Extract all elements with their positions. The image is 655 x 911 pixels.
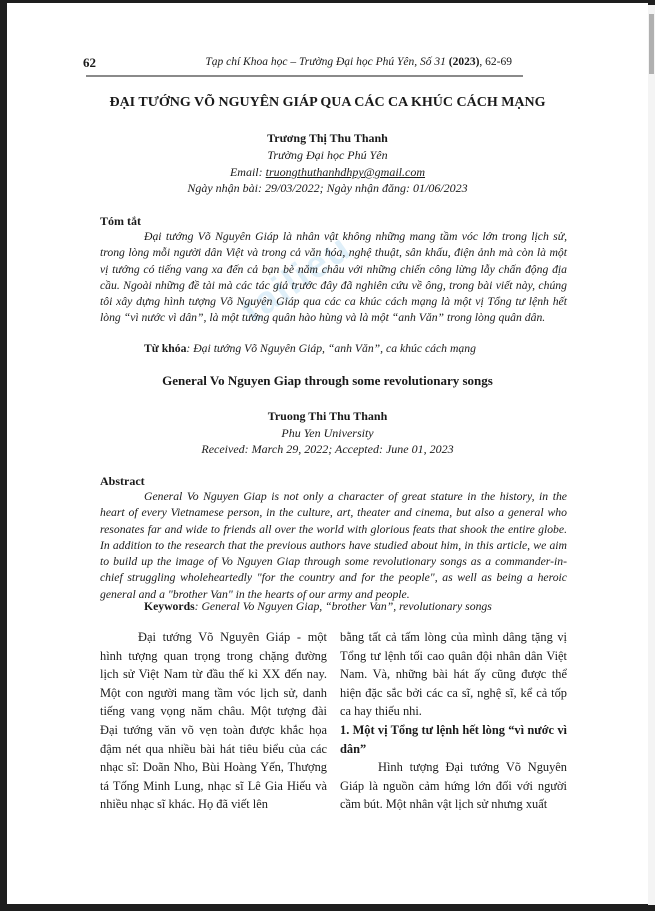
body-right-column	[340, 628, 567, 814]
keywords-vietnamese	[144, 342, 476, 355]
abstract-english-text: General Vo Nguyen Giap is not only a character of great stature in the history, in the heart of every Vietnamese person, in the culture, art, theater and cinema, but also a general who resonates far and wide to friends all over the world with glorious feats that shook the entire globe. In addition to the research that the previous authors have studied about him, in this article, we aim to build up the image of Vo Nguyen Giap through some revolutionary songs as a commander-in-chief struggling wholeheartedly "for the country and for the people", as well as being a heroic general and a "brother Van" in the hearts of our army and people.	[100, 490, 567, 601]
abstract-english	[100, 489, 567, 603]
email-line	[7, 165, 648, 180]
dates-vietnamese: Ngày nhận bài: 29/03/2022; Ngày nhận đăng: 01/06/2023	[187, 181, 468, 195]
keywords-label-english: Keywords	[144, 600, 195, 613]
abstract-vietnamese	[100, 229, 567, 327]
email-link[interactable]: truongthuthanhdhpy@gmail.com	[265, 165, 426, 179]
section-1-heading: 1. Một vị Tổng tư lệnh hết lòng “vì nước vì dân”	[340, 722, 567, 756]
affiliation-english: Phu Yen University	[281, 426, 374, 440]
title-english: General Vo Nguyen Giap through some revolutionary songs	[162, 373, 493, 388]
title-vietnamese: ĐẠI TƯỚNG VÕ NGUYÊN GIÁP QUA CÁC CA KHÚC CÁCH MẠNG	[109, 95, 546, 110]
journal-pages: , 62-69	[479, 56, 512, 68]
author-vietnamese: Trương Thị Thu Thanh	[267, 131, 388, 145]
journal-year: (2023)	[448, 56, 480, 68]
author-english: Truong Thi Thu Thanh	[267, 409, 388, 423]
page-content	[7, 3, 648, 904]
keywords-text-english: : General Vo Nguyen Giap, “brother Van”, revolutionary songs	[194, 600, 492, 613]
running-header	[79, 55, 512, 73]
page-number: 62	[83, 55, 96, 70]
journal-citation	[205, 56, 512, 68]
body-left-text: Đại tướng Võ Nguyên Giáp - một hình tượng quan trọng trong chặng đường lịch sử Việt Nam từ đầu thế kỉ XX đến nay. Một con người mang tầm vóc lịch sử, danh tiếng vang vọng năm châu. Một tượng đài Đại tướng văn võ vẹn toàn được khắc họa đậm nét qua nhiều bài hát tiêu biểu của các nhạc sĩ: Doãn Nho, Bùi Hoàng Yến, Thượng tá Tống Minh Lung, nhạc sĩ Lê Gia Hiếu và nhiều nhạc sĩ khác. Họ đã viết lên	[100, 630, 327, 812]
dates-english: Received: March 29, 2022; Accepted: June 01, 2023	[201, 442, 454, 456]
vertical-scrollbar[interactable]	[648, 5, 655, 905]
abstract-vietnamese-text: Đại tướng Võ Nguyên Giáp là nhân vật không những mang tầm vóc lớn trong lịch sử, trong lòng mỗi người dân Việt và trong cả văn hóa, nghệ thuật, sân khấu, điện ảnh mà còn là một vị tướng có tiếng vang xa đến cả bạn bè năm châu với những chiến công lừng lẫy chấn động địa cầu. Ngoài những đề tài mà các tác giả trước đây đã nghiên cứu về ông, trong bài viết này, chúng tôi xây dựng hình tượng Võ Nguyên Giáp qua các ca khúc cách mạng là một vị Tổng tư lệnh hết lòng “vì nước vì dân”, là một tướng quân hào hùng và là một “anh Văn” trong lòng quân dân.	[100, 230, 567, 325]
body-left-column	[100, 628, 327, 814]
pdf-page	[7, 3, 648, 904]
header-rule	[86, 75, 523, 77]
email-label: Email:	[229, 165, 266, 179]
affiliation-vietnamese: Trường Đại học Phú Yên	[267, 148, 388, 162]
section-1-paragraph	[340, 758, 567, 814]
keywords-label-vietnamese: Từ khóa	[144, 342, 187, 355]
journal-name: Tạp chí Khoa học – Trường Đại học Phú Yên, Số 31	[205, 56, 449, 68]
body-right-continuation: bằng tất cả tấm lòng của mình dâng tặng vị Tổng tư lệnh tối cao quân đội nhân dân Việt Nam. Và, những bài hát ấy cũng được thể hiện đặc sắc bởi các ca sĩ, nghệ sĩ, kể cả tốp ca hay thiếu nhi.	[340, 630, 567, 719]
abstract-heading-vietnamese: Tóm tắt	[100, 214, 141, 228]
abstract-heading-english: Abstract	[100, 474, 145, 488]
watermark: tailieu	[233, 226, 360, 332]
section-1-text: Hình tượng Đại tướng Võ Nguyên Giáp là nguồn cảm hứng lớn đối với người cầm bút. Một nhân vật lịch sử nhưng xuất	[340, 760, 567, 812]
keywords-english	[144, 600, 492, 613]
keywords-text-vietnamese: : Đại tướng Võ Nguyên Giáp, “anh Văn”, ca khúc cách mạng	[186, 342, 476, 355]
scrollbar-thumb[interactable]	[649, 14, 654, 74]
